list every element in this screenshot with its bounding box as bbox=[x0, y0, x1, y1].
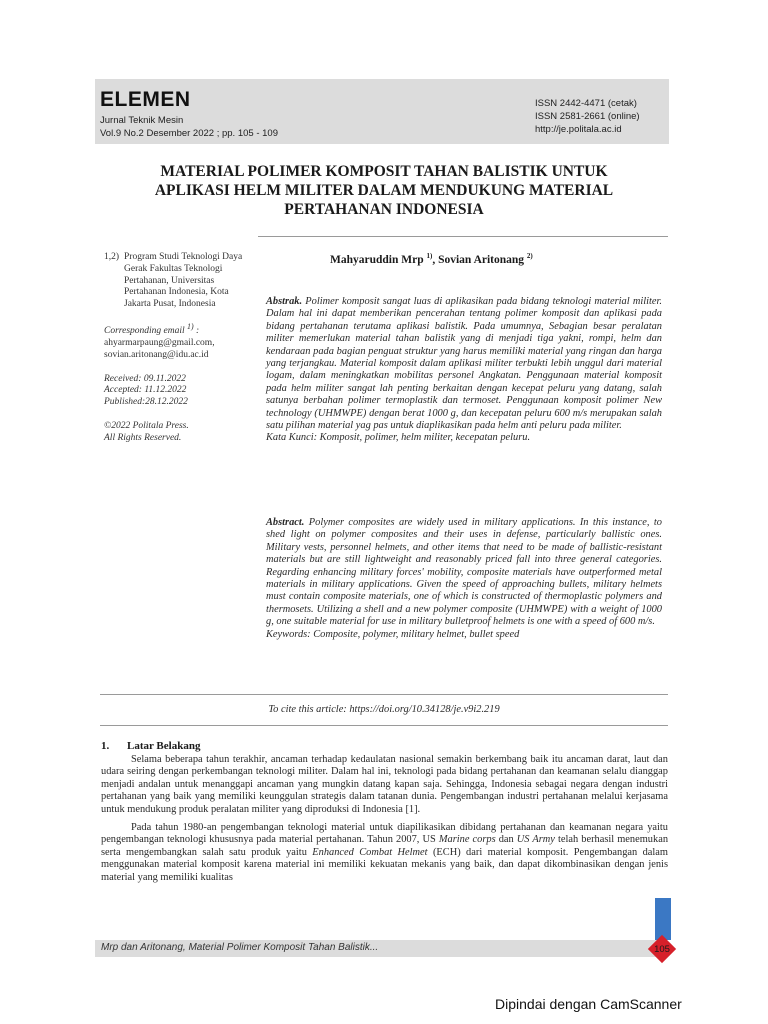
abstract-divider bbox=[100, 694, 668, 695]
page-edge-tab bbox=[655, 898, 671, 940]
author-2: Sovian Aritonang bbox=[438, 253, 525, 266]
page-number: 105 bbox=[654, 944, 670, 955]
paragraph-2 bbox=[101, 822, 668, 884]
keywords-indonesian: Kata Kunci: Komposit, polimer, helm militer, kecepatan peluru. bbox=[266, 432, 531, 444]
journal-header bbox=[95, 79, 669, 144]
abstract-english bbox=[266, 517, 662, 641]
copyright-line-1: ©2022 Politala Press. bbox=[104, 420, 189, 431]
email-1[interactable]: ahyarmarpaung@gmail.com, bbox=[104, 337, 215, 348]
abstract-en-label: Abstract. bbox=[266, 517, 305, 528]
article-title bbox=[100, 162, 668, 219]
abstract-id-text: Polimer komposit sangat luas di aplikasikan pada bidang teknologi material militer. Dalam hal ini dapat memberikan pencerahan tentang polimer komposit dan aplikasi pada bidang pertahanan terutama aplikasi balistik. Pada umumnya, Sebagian besar peralatan militer memerlukan material tahan balistik yang di menjadi tiga yakni, rompi, helm dan kendaraan pada bagian penguat struktur yang harus memiliki material yang ringan dan harga yang terjangkau. Material komposit dalam aplikasi militer terbukti lebih unggul dari material logam, dalam meningkatkan mobilitas personel Angkatan. Penggunaan material komposit pada helm militer sangat lah penting berkaitan dengan kecepat peluru yang datang, salah satunya berbahan polimer termoplastik dan termoset. Penggunaan komposit polimer New technology (UHMWPE) dengan berat 1000 g, dan kecepatan peluru 600 m/s merupakan salah satu pilihan material yag pas untuk diaplikasikan pada helm anti peluru pada militer. bbox=[266, 296, 662, 432]
affiliation bbox=[104, 252, 254, 311]
affiliation-number: 1,2) bbox=[104, 252, 120, 262]
abstract-indonesian bbox=[266, 296, 662, 445]
title-line-3: PERTAHANAN INDONESIA bbox=[284, 201, 484, 218]
journal-subtitle: Jurnal Teknik Mesin bbox=[100, 115, 184, 126]
corr-label: Corresponding email bbox=[104, 326, 185, 337]
author-1-sup: 1) bbox=[426, 252, 433, 260]
corr-colon: : bbox=[193, 326, 200, 337]
p2-part-a: Pada tahun 1980-an pengembangan teknologi material untuk diapilikasikan dibidang pertahanan dan keamanan negara yaitu pengembangan teknologi khususnya pada material pertahanan. Tahun 2007, US bbox=[101, 822, 668, 846]
email-list bbox=[104, 338, 254, 362]
journal-name: ELEMEN bbox=[100, 88, 191, 111]
abstract-id-label: Abstrak. bbox=[266, 296, 303, 307]
p2-marine-corps: Marine corps bbox=[438, 834, 496, 846]
author-separator: , bbox=[432, 253, 439, 266]
citation-line[interactable]: To cite this article: https://doi.org/10.34128/je.v9i2.219 bbox=[268, 704, 500, 715]
author-line bbox=[330, 252, 533, 266]
section-body bbox=[101, 754, 668, 890]
corr-sup: 1) bbox=[187, 321, 194, 331]
abstract-en-text: Polymer composites are widely used in military applications. In this instance, to shed light on polymer composites and their uses in defense, particularly ballistic ones. Military vests, personnel helmets, and other items that need to be made of ballistic-resistant materials but are still lightweight and reasonably priced fall into three general categories. Regarding enhancing military forces' mobility, composite materials have outperformed metal materials in military applications. Given the speed of approaching bullets, military helmets must contain composite materials, one of which is constructed of thermoplastic polymers and thermosets. Utilizing a shell and a new polymer composite (UHMWPE) with a weight of 1000 g, one suitable material for use in military bulletproof helmets is one with a speed of 600 m/s. bbox=[266, 517, 662, 628]
p2-part-b: dan bbox=[495, 834, 517, 846]
issn-block bbox=[535, 97, 640, 136]
p2-part-c: telah berhasil menemukan serta mengembangkan salah satu produk yaitu bbox=[101, 834, 669, 858]
copyright bbox=[104, 421, 254, 445]
issn-online: ISSN 2581-2661 (online) bbox=[535, 111, 640, 122]
issn-print: ISSN 2442-4471 (cetak) bbox=[535, 98, 637, 109]
page-footer bbox=[95, 940, 667, 957]
article-dates bbox=[104, 374, 254, 409]
title-line-1: MATERIAL POLIMER KOMPOSIT TAHAN BALISTIK UNTUK bbox=[160, 163, 608, 180]
section-title: Latar Belakang bbox=[127, 740, 201, 752]
article-sidebar bbox=[104, 252, 254, 445]
author-1: Mahyaruddin Mrp bbox=[330, 253, 424, 266]
author-2-sup: 2) bbox=[526, 252, 533, 260]
section-number: 1. bbox=[101, 740, 110, 752]
accepted-date: Accepted: 11.12.2022 bbox=[104, 385, 187, 396]
citation-divider bbox=[100, 725, 668, 726]
title-line-2: APLIKASI HELM MILITER DALAM MENDUKUNG MATERIAL bbox=[154, 182, 614, 199]
received-date: Received: 09.11.2022 bbox=[104, 373, 186, 384]
title-divider bbox=[258, 236, 668, 237]
corresponding-email-label bbox=[104, 321, 254, 338]
section-heading bbox=[101, 740, 200, 752]
paragraph-1: Selama beberapa tahun terakhir, ancaman terhadap kedaulatan nasional semakin berkembang baik itu ancaman darat, laut dan udara seiring dengan perkembangan teknologi militer. Dalam hal ini, teknologi pada bidang pertahanan dan keamanan selalu dianggap menjadi andalan untuk menanggapi ancaman yang mungkin datang kapan saja. Sehingga, Indonesia sebagai negara dengan industri pertahanan yang baik yang memiliki keunggulan strategis dalam tatanan dunia. Pengembangan industri pertahanan melalui kerjasama untuk mendukung produk peralatan militer yang diproduksi di Indonesia [1]. bbox=[101, 754, 668, 815]
journal-url[interactable]: http://je.politala.ac.id bbox=[535, 124, 622, 135]
running-head: Mrp dan Aritonang, Material Polimer Komposit Tahan Balistik... bbox=[101, 942, 379, 953]
published-date: Published:28.12.2022 bbox=[104, 397, 188, 408]
scanner-watermark: Dipindai dengan CamScanner bbox=[495, 996, 682, 1012]
email-2[interactable]: sovian.aritonang@idu.ac.id bbox=[104, 349, 209, 360]
volume-line: Vol.9 No.2 Desember 2022 ; pp. 105 - 109 bbox=[100, 128, 278, 139]
affiliation-text: Program Studi Teknologi Daya Gerak Fakultas Teknologi Pertahanan, Universitas Pertahanan Indonesia, Kota Jakarta Pusat, Indonesia bbox=[124, 252, 243, 310]
journal-info bbox=[100, 114, 278, 140]
copyright-line-2: All Rights Reserved. bbox=[104, 432, 182, 443]
keywords-english: Keywords: Composite, polymer, military helmet, bullet speed bbox=[266, 628, 520, 640]
p2-us-army: US Army bbox=[516, 834, 555, 846]
p2-helmet: Enhanced Combat Helmet bbox=[312, 846, 428, 858]
p2-part-d: (ECH) dari material komposit. Pengembangan dalam menggunakan material komposit karena material ini memiliki kekuatan mekanis yang baik, dan dapat dikombinasikan dengan jenis material yang memiliki kualitas bbox=[101, 846, 668, 883]
